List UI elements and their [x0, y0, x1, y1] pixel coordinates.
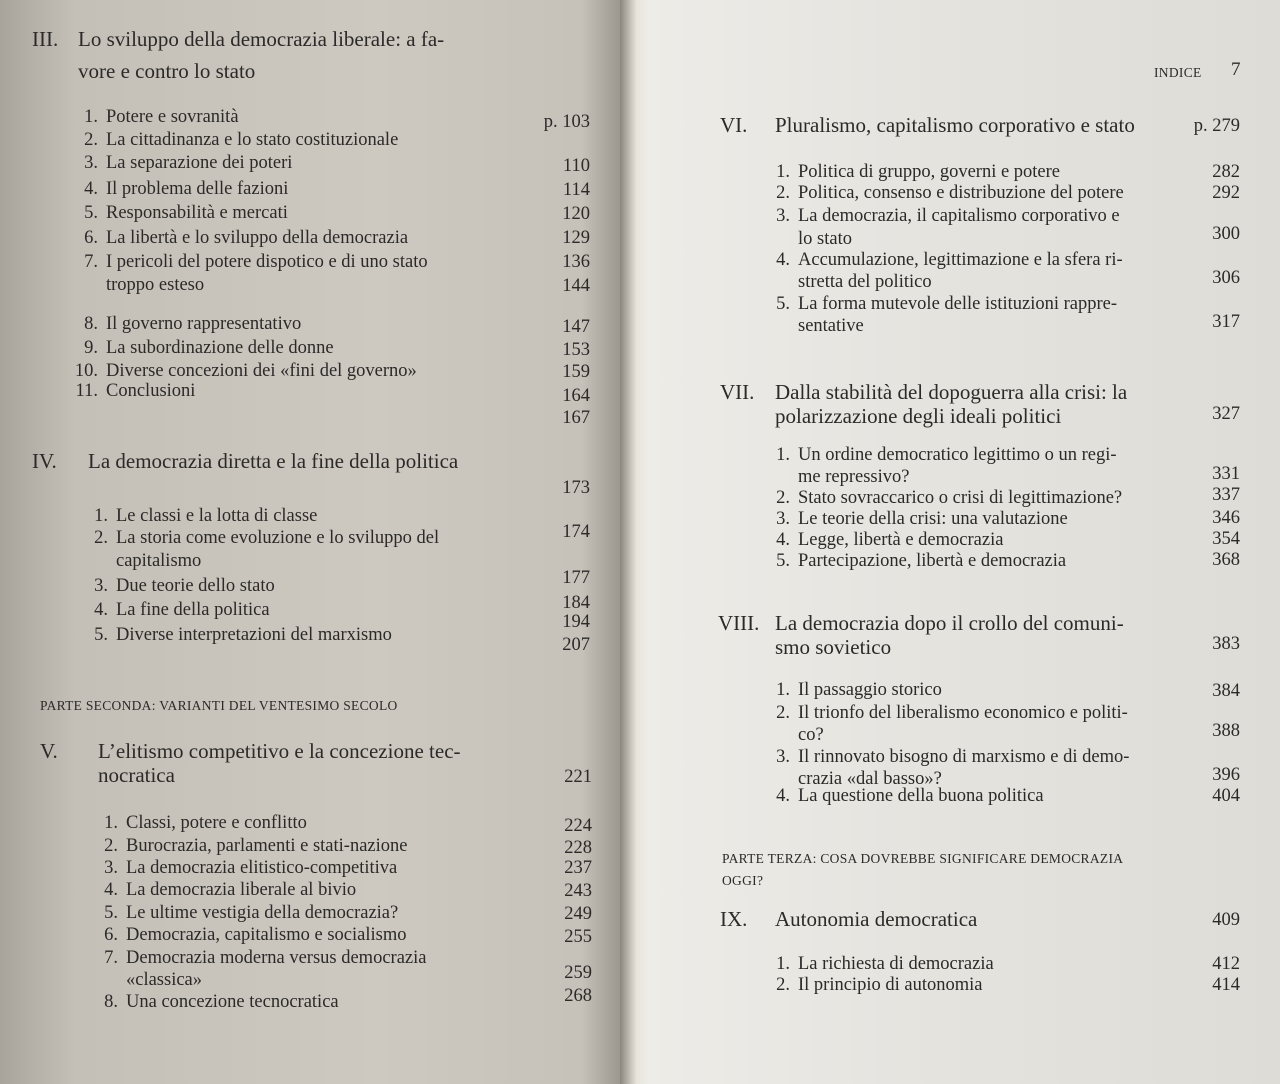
part-heading: PARTE SECONDA: VARIANTI DEL VENTESIMO SECOLO: [40, 698, 398, 713]
item-page-number: 354: [1212, 529, 1240, 549]
item-title: co?: [798, 725, 824, 745]
item-title: Il passaggio storico: [798, 680, 942, 700]
item-number: 8.: [84, 314, 98, 334]
chapter-page-number: 409: [1212, 910, 1240, 930]
item-title: Accumulazione, legittimazione e la sfera ri-: [798, 250, 1123, 270]
item-title: Democrazia moderna versus democrazia: [126, 948, 427, 968]
item-page-number: 337: [1212, 485, 1240, 505]
item-number: 5.: [84, 203, 98, 223]
item-page-number: 404: [1212, 786, 1240, 806]
item-page-number: 368: [1212, 550, 1240, 570]
item-number: 1.: [776, 445, 790, 465]
item-page-number: 194: [562, 612, 590, 632]
item-page-number: 129: [562, 228, 590, 248]
item-page-number: 317: [1212, 312, 1240, 332]
item-page-number: 237: [564, 858, 592, 878]
chapter-number: IV.: [32, 449, 57, 473]
item-title: La cittadinanza e lo stato costituzionale: [106, 130, 399, 150]
chapter-title: Pluralismo, capitalismo corporativo e stato: [775, 113, 1135, 137]
item-title: Stato sovraccarico o crisi di legittimazione?: [798, 488, 1123, 508]
item-number: 7.: [84, 252, 98, 272]
item-page-number: 144: [562, 276, 590, 296]
item-number: 3.: [776, 206, 790, 226]
item-title: Il governo rappresentativo: [106, 314, 302, 334]
item-page-number: 177: [562, 568, 590, 588]
chapter-title: L’elitismo competitivo e la concezione tec-: [98, 739, 461, 763]
item-title: I pericoli del potere dispotico e di uno stato: [106, 252, 428, 272]
item-title: Politica di gruppo, governi e potere: [798, 162, 1061, 182]
item-number: 5.: [94, 625, 108, 645]
item-page-number: 292: [1212, 183, 1240, 203]
item-number: 2.: [776, 975, 790, 995]
item-number: 1.: [84, 107, 98, 127]
chapter-title: polarizzazione degli ideali politici: [775, 404, 1062, 428]
item-page-number: 153: [562, 340, 590, 360]
chapter-number: VIII.: [718, 611, 760, 635]
item-title: Responsabilità e mercati: [106, 203, 288, 223]
item-number: 3.: [94, 576, 108, 596]
item-page-number: 174: [562, 522, 590, 542]
item-title: Un ordine democratico legittimo o un regi-: [798, 445, 1117, 465]
item-number: 3.: [84, 153, 98, 173]
item-page-number: 300: [1212, 224, 1240, 244]
item-number: 1.: [94, 506, 108, 526]
item-title: Il problema delle fazioni: [106, 179, 289, 199]
page-folio: 7: [1231, 59, 1241, 80]
part-heading: OGGI?: [722, 873, 764, 888]
item-page-number: 282: [1212, 162, 1240, 182]
part-heading: PARTE TERZA: COSA DOVREBBE SIGNIFICARE DEMOCRAZIA: [722, 851, 1124, 866]
item-number: 5.: [104, 903, 118, 923]
item-title: Legge, libertà e democrazia: [798, 530, 1004, 550]
item-title: La fine della politica: [116, 600, 270, 620]
item-number: 5.: [776, 294, 790, 314]
item-title: La libertà e lo sviluppo della democrazia: [106, 228, 409, 248]
item-title: La democrazia liberale al bivio: [126, 880, 357, 900]
item-page-number: 184: [562, 593, 590, 613]
item-number: 2.: [776, 488, 790, 508]
item-page-number: 120: [562, 204, 590, 224]
item-title: Potere e sovranità: [106, 107, 239, 127]
item-number: 4.: [776, 250, 790, 270]
item-title: stretta del politico: [798, 272, 932, 292]
item-page-number: 114: [562, 180, 590, 200]
item-page-number: 110: [562, 156, 590, 176]
item-page-number: 396: [1212, 765, 1240, 785]
item-page-number: 164: [562, 386, 590, 406]
item-title: Il trionfo del liberalismo economico e politi-: [798, 703, 1128, 723]
item-page-number: 207: [562, 635, 590, 655]
item-page-number: 147: [562, 317, 590, 337]
item-title: Due teorie dello stato: [116, 576, 275, 596]
chapter-number: V.: [40, 739, 58, 763]
item-number: 1.: [776, 954, 790, 974]
item-number: 4.: [776, 530, 790, 550]
item-title: troppo esteso: [106, 275, 205, 295]
item-page-number: 412: [1212, 954, 1240, 974]
item-number: 6.: [104, 925, 118, 945]
chapter-page-number: 327: [1212, 404, 1240, 424]
item-title: La democrazia elitistico-competitiva: [126, 858, 398, 878]
item-page-number: 228: [564, 838, 592, 858]
item-title: «classica»: [126, 970, 203, 990]
item-page-number: 259: [564, 963, 592, 983]
item-title: lo stato: [798, 229, 852, 249]
item-number: 7.: [104, 948, 118, 968]
item-title: crazia «dal basso»?: [798, 769, 942, 789]
item-number: 2.: [776, 183, 790, 203]
item-page-number: 331: [1212, 464, 1240, 484]
item-title: capitalismo: [116, 551, 202, 571]
chapter-number: VI.: [720, 113, 748, 137]
item-number: 2.: [84, 130, 98, 150]
item-title: Le ultime vestigia della democrazia?: [126, 903, 399, 923]
item-title: La subordinazione delle donne: [106, 338, 334, 358]
item-title: Il principio di autonomia: [798, 975, 983, 995]
item-number: 4.: [104, 880, 118, 900]
item-number: 2.: [94, 528, 108, 548]
item-number: 8.: [104, 992, 118, 1012]
item-page-number: p. 103: [543, 112, 590, 132]
chapter-title: smo sovietico: [775, 635, 892, 659]
item-page-number: 159: [562, 362, 590, 382]
item-page-number: 167: [562, 408, 590, 428]
item-title: La storia come evoluzione e lo sviluppo del: [116, 528, 440, 548]
item-number: 4.: [94, 600, 108, 620]
chapter-title: La democrazia dopo il crollo del comuni-: [775, 611, 1124, 635]
item-title: La richiesta di democrazia: [798, 954, 994, 974]
chapter-number: IX.: [720, 907, 748, 931]
chapter-title: Lo sviluppo della democrazia liberale: a fa-: [78, 27, 445, 51]
item-page-number: 255: [564, 927, 592, 947]
item-title: Il rinnovato bisogno di marxismo e di demo-: [798, 747, 1130, 767]
item-title: La forma mutevole delle istituzioni rappre-: [798, 294, 1118, 314]
item-title: Diverse concezioni dei «fini del governo»: [106, 361, 417, 381]
chapter-page-number: p. 279: [1193, 116, 1240, 136]
item-number: 1.: [776, 680, 790, 700]
item-page-number: 243: [564, 881, 592, 901]
item-number: 10.: [74, 361, 98, 381]
item-title: Diverse interpretazioni del marxismo: [116, 625, 392, 645]
item-number: 2.: [104, 836, 118, 856]
chapter-title: Autonomia democratica: [775, 907, 978, 931]
chapter-title: La democrazia diretta e la fine della politica: [88, 449, 459, 473]
item-number: 11.: [75, 381, 98, 401]
item-number: 4.: [776, 786, 790, 806]
book-gutter: [620, 0, 650, 1084]
chapter-page-number: 173: [562, 478, 590, 498]
item-number: 3.: [776, 509, 790, 529]
item-number: 3.: [776, 747, 790, 767]
item-number: 1.: [776, 162, 790, 182]
item-title: La separazione dei poteri: [106, 153, 293, 173]
item-number: 9.: [84, 338, 98, 358]
item-title: Una concezione tecnocratica: [126, 992, 339, 1012]
item-title: Burocrazia, parlamenti e stati-nazione: [126, 836, 408, 856]
item-title: Partecipazione, libertà e democrazia: [798, 551, 1067, 571]
item-title: La questione della buona politica: [798, 786, 1044, 806]
chapter-title: vore e contro lo stato: [78, 59, 256, 83]
item-title: Conclusioni: [106, 381, 196, 401]
chapter-title: nocratica: [98, 763, 175, 787]
chapter-page-number: 221: [564, 767, 592, 787]
item-title: La democrazia, il capitalismo corporativo e: [798, 206, 1120, 226]
item-title: Politica, consenso e distribuzione del potere: [798, 183, 1124, 203]
item-number: 4.: [84, 179, 98, 199]
item-title: sentative: [798, 316, 864, 336]
item-page-number: 346: [1212, 508, 1240, 528]
item-page-number: 414: [1212, 975, 1240, 995]
item-page-number: 384: [1212, 681, 1240, 701]
item-number: 2.: [776, 703, 790, 723]
item-page-number: 388: [1212, 721, 1240, 741]
item-number: 5.: [776, 551, 790, 571]
item-page-number: 224: [564, 816, 592, 836]
item-title: Le teorie della crisi: una valutazione: [798, 509, 1068, 529]
item-title: Classi, potere e conflitto: [126, 813, 307, 833]
item-page-number: 306: [1212, 268, 1240, 288]
item-page-number: 249: [564, 904, 592, 924]
chapter-number: VII.: [720, 380, 755, 404]
item-title: Le classi e la lotta di classe: [116, 506, 318, 526]
item-title: me repressivo?: [798, 467, 910, 487]
item-number: 1.: [104, 813, 118, 833]
chapter-number: III.: [32, 27, 59, 51]
item-page-number: 268: [564, 986, 592, 1006]
chapter-title: Dalla stabilità del dopoguerra alla crisi: la: [775, 380, 1128, 404]
chapter-page-number: 383: [1212, 634, 1240, 654]
running-header: INDICE: [1154, 65, 1202, 80]
item-number: 6.: [84, 228, 98, 248]
item-page-number: 136: [562, 252, 590, 272]
item-number: 3.: [104, 858, 118, 878]
item-title: Democrazia, capitalismo e socialismo: [126, 925, 407, 945]
